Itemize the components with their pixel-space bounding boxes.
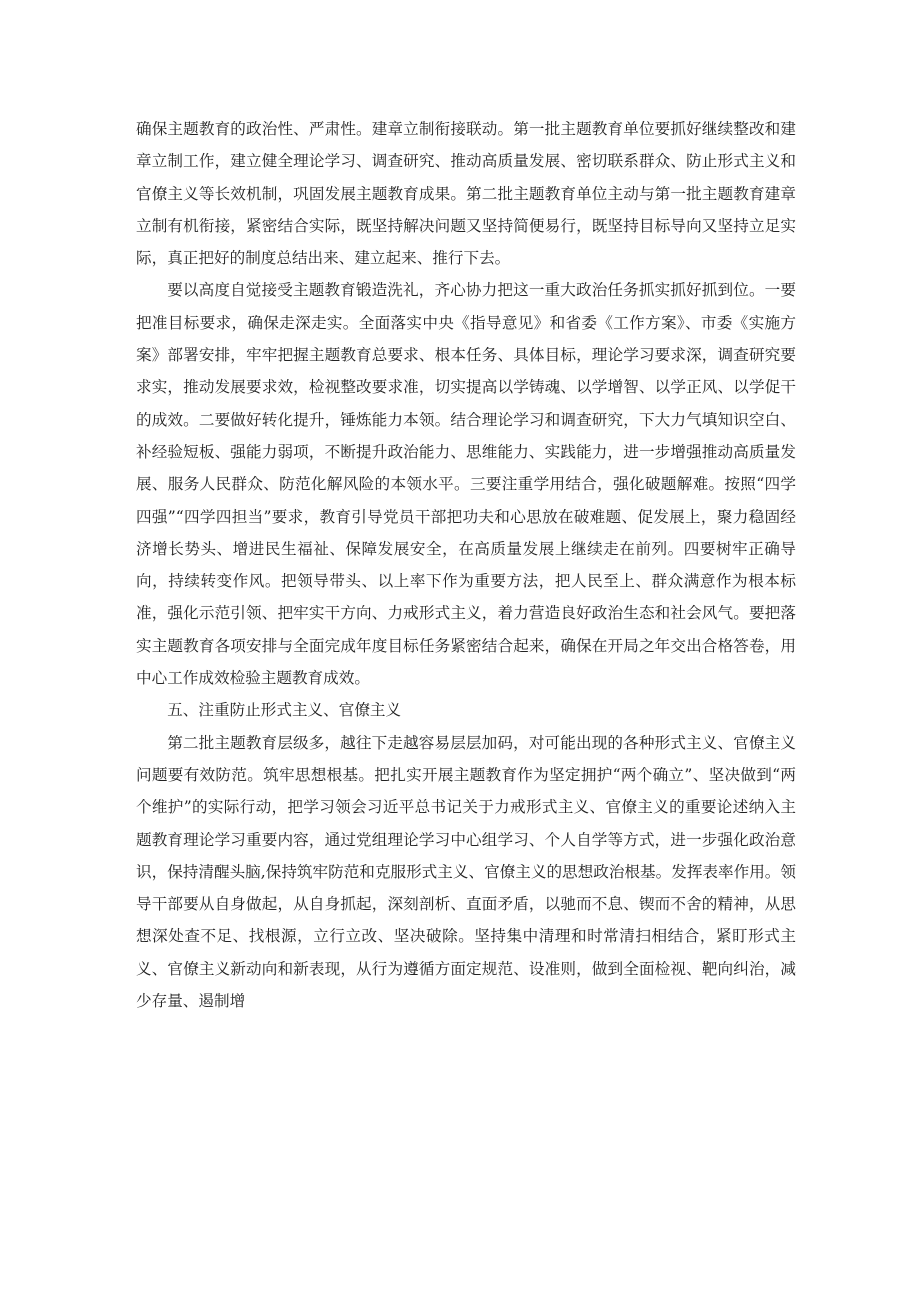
- document-body: [136, 113, 796, 1017]
- paragraph-continued: 确保主题教育的政治性、严肃性。建章立制衔接联动。第一批主题教育单位要抓好继续整改和建章立制工作，建立健全理论学习、调查研究、推动高质量发展、密切联系群众、防止形式主义和官僚主义等长效机制，巩固发展主题教育成果。第二批主题教育单位主动与第一批主题教育建章立制有机衔接，紧密结合实际，既坚持解决问题又坚持简便易行，既坚持目标导向又坚持立足实际，真正把好的制度总结出来、建立起来、推行下去。: [136, 120, 796, 268]
- paragraph-theme-education: 要以高度自觉接受主题教育锻造洗礼，齐心协力把这一重大政治任务抓实抓好抓到位。一要把准目标要求，确保走深走实。全面落实中央《指导意见》和省委《工作方案》、市委《实施方案》部署安排，牢牢把握主题教育总要求、根本任务、具体目标，理论学习要求深，调查研究要求实，推动发展要求效，检视整改要求准，切实提高以学铸魂、以学增智、以学正风、以学促干的成效。二要做好转化提升，锤炼能力本领。结合理论学习和调查研究，下大力气填知识空白、补经验短板、强能力弱项，不断提升政治能力、思维能力、实践能力，进一步增强推动高质量发展、服务人民群众、防范化解风险的本领水平。三要注重学用结合，强化破题解难。按照“四学四强”“四学四担当”要求，教育引导党员干部把功夫和心思放在破难题、促发展上，聚力稳固经济增长势头、增进民生福祉、保障发展安全，在高质量发展上继续走在前列。四要树牢正确导向，持续转变作风。把领导带头、以上率下作为重要方法，把人民至上、群众满意作为根本标准，强化示范引领、把牢实干方向、力戒形式主义，着力营造良好政治生态和社会风气。要把落实主题教育各项安排与全面完成年度目标任务紧密结合起来，确保在开局之年交出合格答卷，用中心工作成效检验主题教育成效。: [136, 281, 796, 688]
- paragraph-formalism: 第二批主题教育层级多，越往下走越容易层层加码，对可能出现的各种形式主义、官僚主义问题要有效防范。筑牢思想根基。把扎实开展主题教育作为坚定拥护“两个确立”、坚决做到“两个维护”的实际行动，把学习领会习近平总书记关于力戒形式主义、官僚主义的重要论述纳入主题教育理论学习重要内容，通过党组理论学习中心组学习、个人自学等方式，进一步强化政治意识，保持清醒头脑,保持筑牢防范和克服形式主义、官僚主义的思想政治根基。发挥表率作用。领导干部要从自身做起，从自身抓起，深刻剖析、直面矛盾，以驰而不息、锲而不舍的精神，从思想深处查不足、找根源，立行立改、坚决破除。坚持集中清理和时常清扫相结合，紧盯形式主义、官僚主义新动向和新表现，从行为遵循方面定规范、设准则，做到全面检视、靶向纠治，减少存量、遏制增: [136, 733, 796, 1011]
- section-heading-five: 五、注重防止形式主义、官僚主义: [167, 701, 402, 720]
